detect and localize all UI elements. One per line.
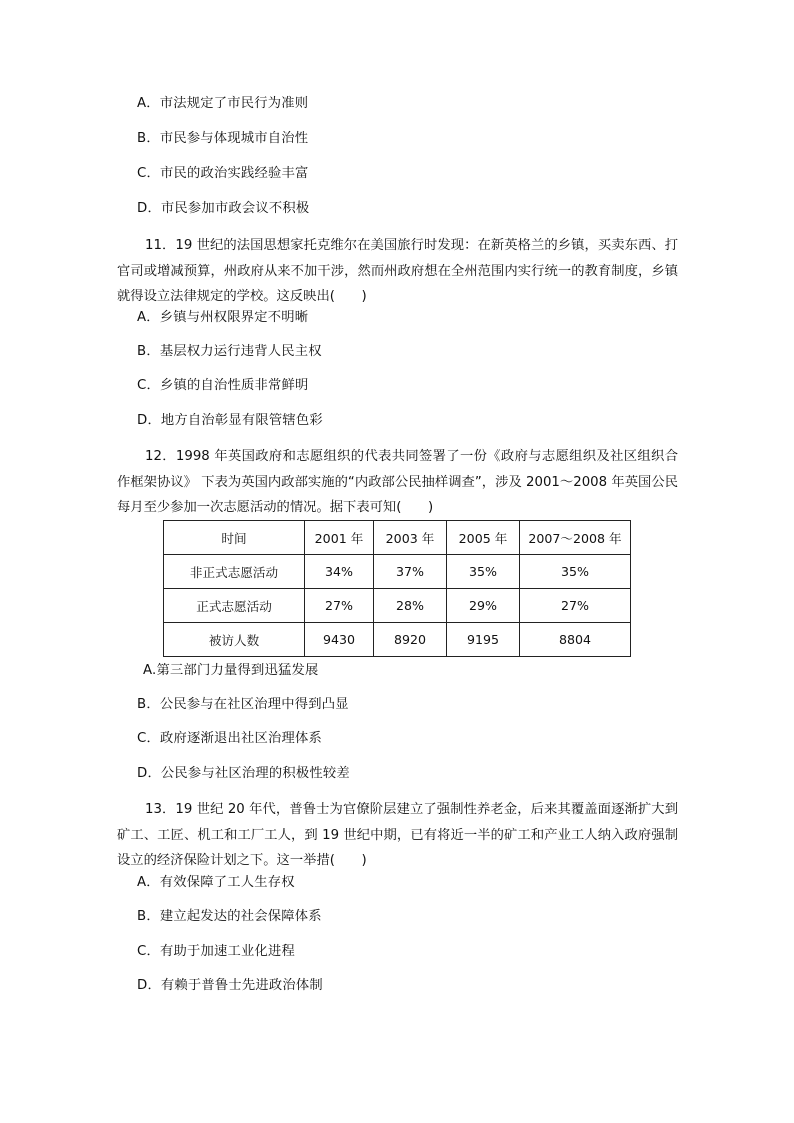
table-cell: 35% [447,555,520,589]
table-row [164,589,631,623]
table-row [164,623,631,657]
q12-option-a[interactable]: A.第三部门力量得到迅猛发展 [143,663,319,678]
table-cell: 34% [305,555,374,589]
table-cell: 28% [374,589,447,623]
table-header-cell: 2007～2008 年 [520,521,631,555]
table-row-label: 非正式志愿活动 [164,555,305,589]
q13-stem: 13．19 世纪 20 年代，普鲁士为官僚阶层建立了强制性养老金，后来其覆盖面逐渐扩大到矿工、工匠、机工和工厂工人，到 19 世纪中期，已有将近一半的矿工和产业工人纳入政府强制设立的经济保险计划之下。这一举措( ) [117,802,678,868]
table-header-cell: 2003 年 [374,521,447,555]
table-cell: 8920 [374,623,447,657]
table-header-cell: 时间 [164,521,305,555]
q10-option-c[interactable]: C．市民的政治实践经验丰富 [137,166,309,181]
table-header-cell: 2005 年 [447,521,520,555]
q13-option-b[interactable]: B．建立起发达的社会保障体系 [137,909,322,924]
q11-option-d[interactable]: D．地方自治彰显有限管辖色彩 [137,413,323,428]
q12-option-d[interactable]: D．公民参与社区治理的积极性较差 [137,766,350,781]
table-row-label: 正式志愿活动 [164,589,305,623]
table-cell: 27% [520,589,631,623]
q11-option-c[interactable]: C．乡镇的自治性质非常鲜明 [137,378,309,393]
q10-option-b[interactable]: B．市民参与体现城市自治性 [137,131,309,146]
q10-option-a[interactable]: A．市法规定了市民行为准则 [137,96,309,111]
table-row [164,555,631,589]
q12-stem: 12．1998 年英国政府和志愿组织的代表共同签署了一份《政府与志愿组织及社区组织合作框架协议》 下表为英国内政部实施的“内政部公民抽样调查”，涉及 2001～2008 年英国公民每月至少参加一次志愿活动的情况。据下表可知( ) [117,449,678,515]
table-row-label: 被访人数 [164,623,305,657]
volunteer-survey-table [163,520,631,657]
table-header-cell: 2001 年 [305,521,374,555]
table-cell: 35% [520,555,631,589]
q11-option-b[interactable]: B．基层权力运行违背人民主权 [137,344,322,359]
table-cell: 27% [305,589,374,623]
table-cell: 9195 [447,623,520,657]
q12-option-b[interactable]: B．公民参与在社区治理中得到凸显 [137,697,349,712]
table-header-row [164,521,631,555]
q13-option-c[interactable]: C．有助于加速工业化进程 [137,944,295,959]
q12-option-c[interactable]: C．政府逐渐退出社区治理体系 [137,731,322,746]
table-cell: 29% [447,589,520,623]
q13-option-a[interactable]: A．有效保障了工人生存权 [137,875,295,890]
table-cell: 8804 [520,623,631,657]
q11-option-a[interactable]: A．乡镇与州权限界定不明晰 [137,310,309,325]
table-cell: 37% [374,555,447,589]
q13-option-d[interactable]: D．有赖于普鲁士先进政治体制 [137,978,323,993]
q11-stem: 11．19 世纪的法国思想家托克维尔在美国旅行时发现：在新英格兰的乡镇，买卖东西、打官司或增减预算，州政府从来不加干涉，然而州政府想在全州范围内实行统一的教育制度，乡镇就得设立法律规定的学校。这反映出( ) [117,238,678,304]
q10-option-d[interactable]: D．市民参加市政会议不积极 [137,201,310,216]
table-cell: 9430 [305,623,374,657]
